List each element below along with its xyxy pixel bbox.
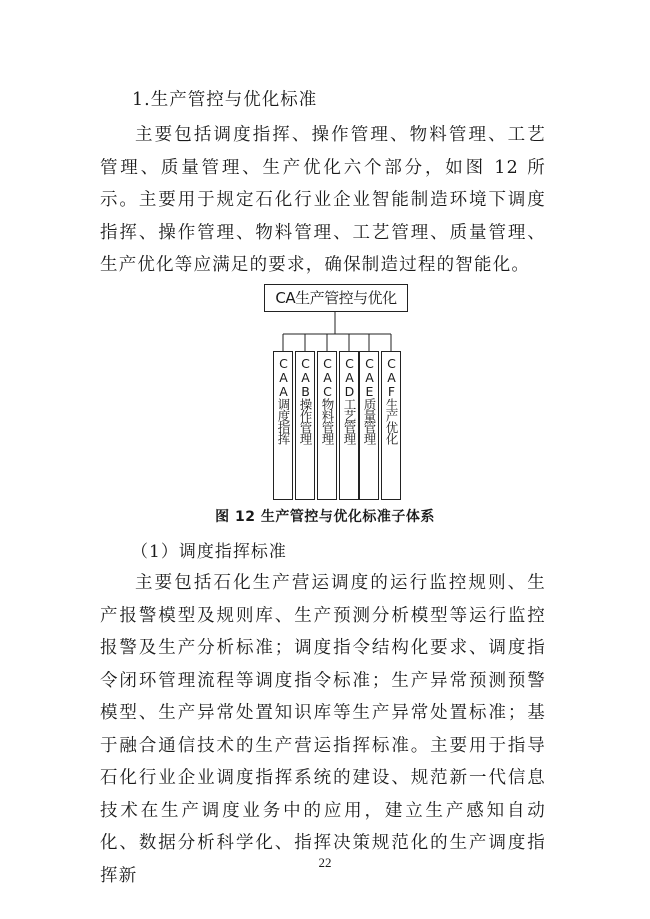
diagram-node-cad: CAD工艺管理 <box>339 351 359 500</box>
subsection-heading: （1）调度指挥标准 <box>131 542 287 562</box>
diagram-node-caa: CAA调度指挥 <box>273 351 293 500</box>
diagram-node-caf: CAF生产优化 <box>381 351 401 500</box>
page-number: 22 <box>318 855 332 870</box>
body-paragraph: 主要包括石化生产营运调度的运行监控规则、生产报警模型及规则库、生产预测分析模型等运行监控报警及生产分析标准；调度指令结构化要求、调度指令闭环管理流程等调度指令标准；生产异常预测预警模型、生产异常处置知识库等生产异常处置标准；基于融合通信技术的生产营运指挥标准。主要用于指导石化行业企业调度指挥系统的建设、规范新一代信息技术在生产调度业务中的应用，建立生产感知自动化、数据分析科学化、指挥决策规范化的生产调度指挥新 <box>100 573 546 886</box>
diagram-node-cae: CAE质量管理 <box>359 351 379 500</box>
diagram-node-cac: CAC物料管理 <box>317 351 337 500</box>
intro-paragraph: 主要包括调度指挥、操作管理、物料管理、工艺管理、质量管理、生产优化六个部分，如图 12 所示。主要用于规定石化行业企业智能制造环境下调度指挥、操作管理、物料管理、工艺管理、质量管理、生产优化等应满足的要求，确保制造过程的智能化。 <box>100 125 546 275</box>
figure-caption: 图 12 生产管控与优化标准子体系 <box>215 509 435 525</box>
section-heading: 1.生产管控与优化标准 <box>132 90 318 110</box>
diagram-root-node: CA生产管控与优化 <box>264 284 408 312</box>
diagram-node-cab: CAB操作管理 <box>295 351 315 500</box>
